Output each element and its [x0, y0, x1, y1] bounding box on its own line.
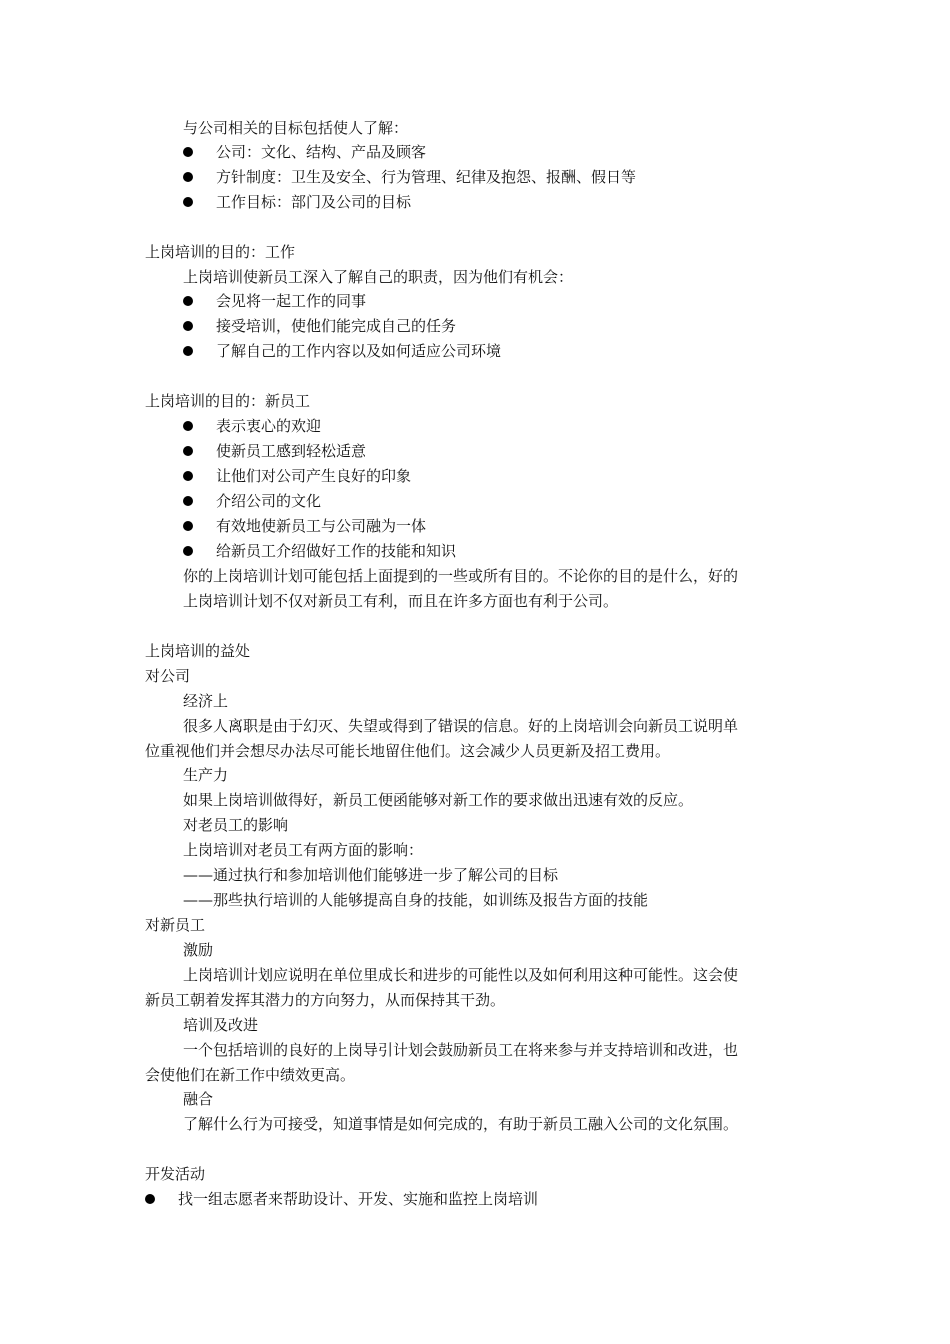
- topic-label: 融合: [183, 1090, 214, 1108]
- bullet-icon: [183, 321, 193, 331]
- paragraph: 新员工朝着发挥其潜力的方向努力，从而保持其干劲。: [145, 991, 506, 1009]
- topic-label: 经济上: [183, 692, 229, 710]
- section-heading: 上岗培训的益处: [145, 642, 251, 660]
- paragraph: 上岗培训使新员工深入了解自己的职责，因为他们有机会：: [183, 268, 574, 286]
- paragraph: 上岗培训计划不仅对新员工有利，而且在许多方面也有利于公司。: [183, 592, 619, 610]
- list-item: 公司：文化、结构、产品及顾客: [216, 143, 427, 161]
- paragraph: 如果上岗培训做得好，新员工便函能够对新工作的要求做出迅速有效的反应。: [183, 791, 694, 809]
- topic-label: 生产力: [183, 766, 229, 784]
- paragraph: 一个包括培训的良好的上岗导引计划会鼓励新员工在将来参与并支持培训和改进，也: [183, 1041, 739, 1059]
- paragraph: 位重视他们并会想尽办法尽可能长地留住他们。这会减少人员更新及招工费用。: [145, 742, 671, 760]
- list-item: ——通过执行和参加培训他们能够进一步了解公司的目标: [183, 866, 559, 884]
- list-item: 有效地使新员工与公司融为一体: [216, 517, 427, 535]
- paragraph: 上岗培训计划应说明在单位里成长和进步的可能性以及如何利用这种可能性。这会使: [183, 966, 739, 984]
- bullet-icon: [183, 172, 193, 182]
- bullet-icon: [183, 471, 193, 481]
- list-item: 使新员工感到轻松适意: [216, 442, 367, 460]
- list-item: ——那些执行培训的人能够提高自身的技能，如训练及报告方面的技能: [183, 891, 649, 909]
- bullet-icon: [183, 521, 193, 531]
- bullet-icon: [183, 496, 193, 506]
- paragraph: 会使他们在新工作中绩效更高。: [145, 1066, 356, 1084]
- section-heading: 上岗培训的目的：新员工: [145, 392, 311, 410]
- list-item: 找一组志愿者来帮助设计、开发、实施和监控上岗培训: [178, 1190, 539, 1208]
- subsection-heading: 对新员工: [145, 916, 206, 934]
- bullet-icon: [145, 1194, 155, 1204]
- bullet-icon: [183, 446, 193, 456]
- section-heading: 开发活动: [145, 1165, 206, 1183]
- section-heading: 上岗培训的目的：工作: [145, 243, 296, 261]
- topic-label: 培训及改进: [183, 1016, 259, 1034]
- paragraph: 你的上岗培训计划可能包括上面提到的一些或所有目的。不论你的目的是什么，好的: [183, 567, 739, 585]
- list-item: 方针制度：卫生及安全、行为管理、纪律及抱怨、报酬、假日等: [216, 168, 637, 186]
- list-item: 让他们对公司产生良好的印象: [216, 467, 412, 485]
- list-item: 接受培训，使他们能完成自己的任务: [216, 317, 457, 335]
- bullet-icon: [183, 346, 193, 356]
- bullet-icon: [183, 421, 193, 431]
- topic-label: 对老员工的影响: [183, 816, 289, 834]
- paragraph: 很多人离职是由于幻灭、失望或得到了错误的信息。好的上岗培训会向新员工说明单: [183, 717, 739, 735]
- paragraph: 了解什么行为可接受，知道事情是如何完成的，有助于新员工融入公司的文化氛围。: [183, 1115, 739, 1133]
- list-item: 表示衷心的欢迎: [216, 417, 322, 435]
- paragraph: 上岗培训对老员工有两方面的影响：: [183, 841, 424, 859]
- list-item: 了解自己的工作内容以及如何适应公司环境: [216, 342, 502, 360]
- bullet-icon: [183, 147, 193, 157]
- bullet-icon: [183, 197, 193, 207]
- list-item: 给新员工介绍做好工作的技能和知识: [216, 542, 457, 560]
- list-item: 会见将一起工作的同事: [216, 292, 367, 310]
- bullet-icon: [183, 296, 193, 306]
- paragraph: 与公司相关的目标包括使人了解：: [183, 119, 409, 137]
- list-item: 介绍公司的文化: [216, 492, 322, 510]
- bullet-icon: [183, 546, 193, 556]
- topic-label: 激励: [183, 941, 214, 959]
- subsection-heading: 对公司: [145, 667, 191, 685]
- list-item: 工作目标：部门及公司的目标: [216, 193, 412, 211]
